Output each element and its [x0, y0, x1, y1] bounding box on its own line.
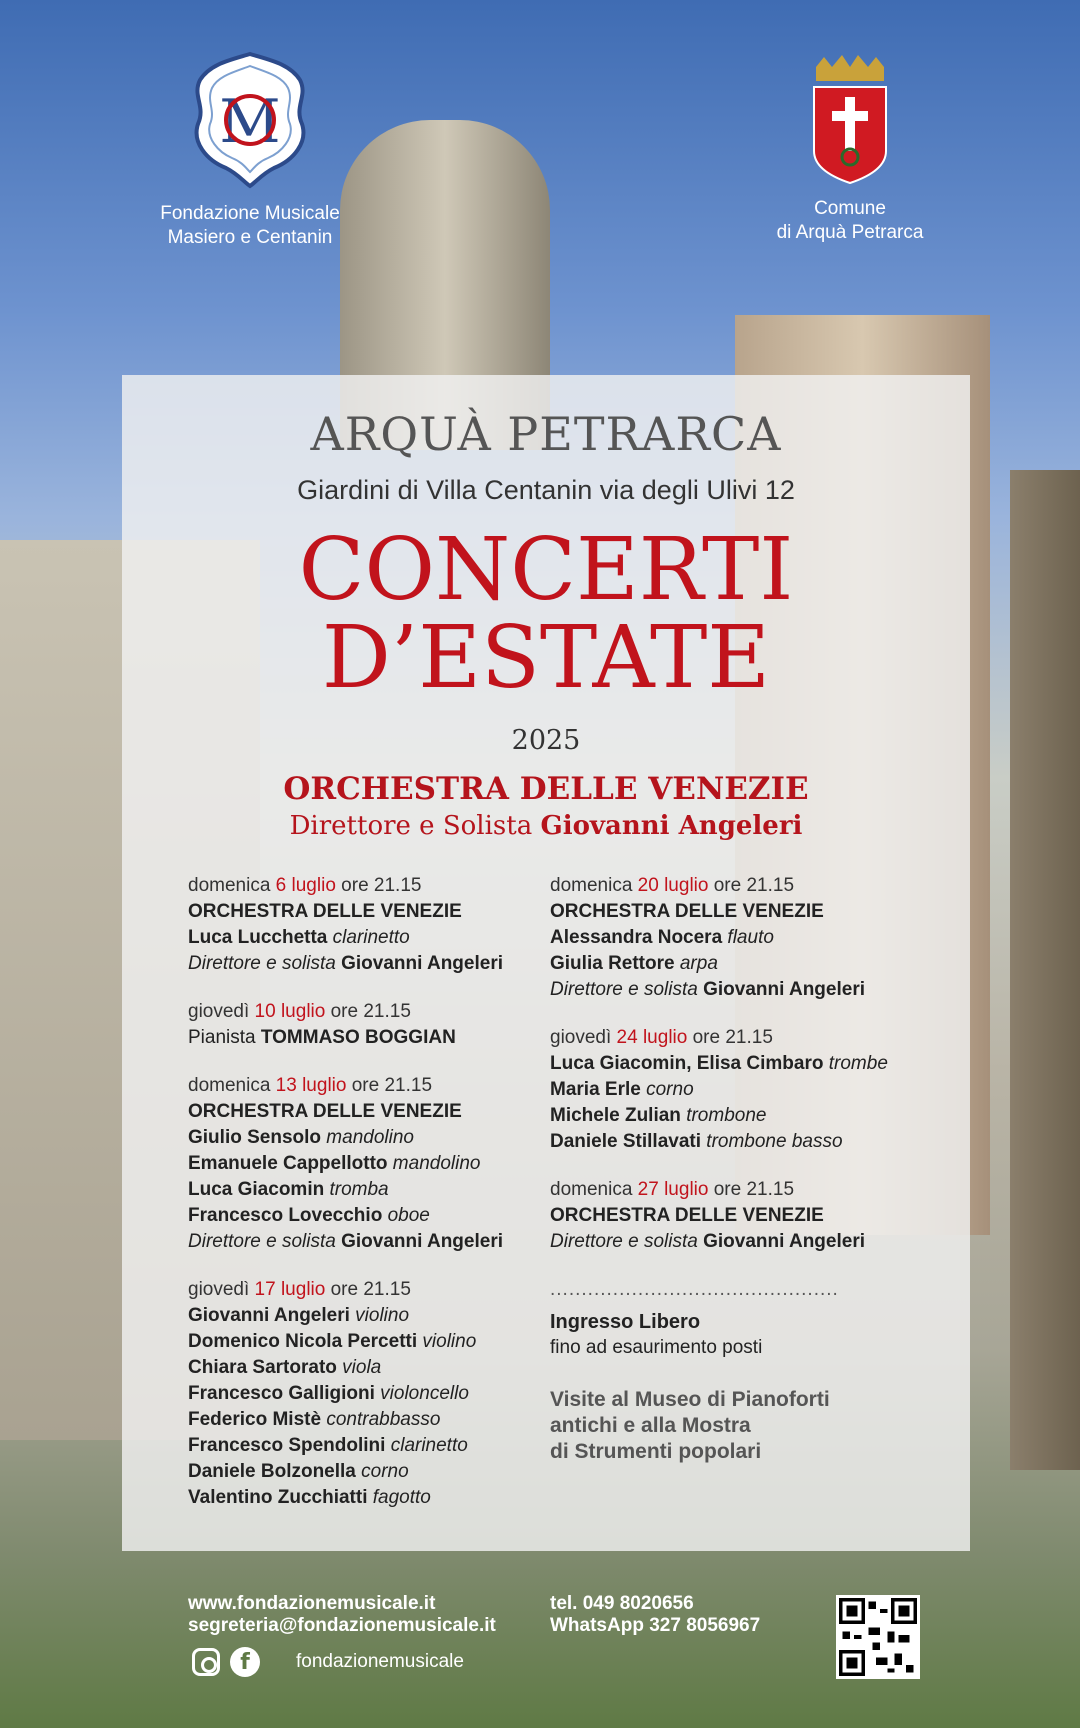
instrument-text: trombone basso: [701, 1131, 843, 1152]
event-time: ore 21.15: [687, 1027, 773, 1048]
performer-text: Giulio Sensolo: [188, 1127, 322, 1148]
footer: [0, 1585, 1080, 1728]
facebook-icon[interactable]: f: [230, 1647, 260, 1677]
instrument-text: oboe: [382, 1205, 430, 1226]
instrument-text: violoncello: [374, 1383, 469, 1404]
event-date: 17 luglio: [254, 1279, 326, 1300]
title-line1: CONCERTI: [298, 520, 794, 620]
instrument-text: contrabbasso: [321, 1409, 441, 1430]
performer-text: Luca Lucchetta: [188, 927, 328, 948]
event-entry: [188, 873, 578, 977]
title-line2: D’ESTATE: [321, 608, 771, 708]
performer-text: Luca Giacomin: [188, 1179, 325, 1200]
left-org-line1: Fondazione Musicale: [160, 203, 340, 224]
stone-wall-right: [1010, 470, 1080, 1470]
event-date: 13 luglio: [275, 1075, 347, 1096]
comune-logo[interactable]: [750, 55, 950, 245]
event-date: 24 luglio: [616, 1027, 688, 1048]
program-panel: [122, 375, 970, 1551]
event-entry: [188, 999, 578, 1051]
performer-text: Federico Mistè: [188, 1409, 322, 1430]
right-org-line2: di Arquà Petrarca: [776, 222, 924, 243]
event-day: domenica: [550, 1179, 638, 1200]
event-date-line: [188, 1073, 578, 1099]
visit-line: antichi e alla Mostra: [550, 1414, 751, 1437]
event-entry: [550, 1177, 950, 1255]
instrument-text: fagotto: [367, 1487, 431, 1508]
instrument-text: mandolino: [387, 1153, 481, 1174]
event-time: ore 21.15: [708, 875, 795, 896]
comune-coat-of-arms-icon: [810, 55, 890, 185]
event-date-line: [550, 1177, 950, 1203]
event-performer-line: [188, 1381, 578, 1407]
event-time: ore 21.15: [346, 1075, 433, 1096]
director-name: Giovanni Angeleri: [540, 811, 803, 841]
events-right-list: [550, 873, 950, 1255]
performer-text: Daniele Stillavati: [550, 1131, 702, 1152]
performer-text: Maria Erle: [550, 1079, 641, 1100]
event-performer-line: [188, 1203, 578, 1229]
event-performer-line: [188, 1329, 578, 1355]
event-date: 6 luglio: [275, 875, 336, 896]
event-performer-line: [550, 1077, 950, 1103]
performer-text: TOMMASO BOGGIAN: [260, 1027, 456, 1048]
entry-subtitle: fino ad esaurimento posti: [550, 1337, 763, 1358]
instagram-icon[interactable]: [192, 1648, 220, 1676]
performer-text: Alessandra Nocera: [550, 927, 723, 948]
event-time: ore 21.15: [325, 1279, 411, 1300]
event-performer-line: [550, 1051, 950, 1077]
phone-number[interactable]: tel. 049 8020656: [550, 1593, 694, 1614]
event-performer-line: [188, 1025, 578, 1051]
event-performer-line: [550, 899, 950, 925]
event-time: ore 21.15: [335, 875, 422, 896]
instrument-text: Direttore e solista: [188, 953, 336, 974]
event-date-line: [550, 1025, 950, 1051]
footer-phone-contacts: [550, 1593, 760, 1637]
event-entry: [188, 1073, 578, 1255]
whatsapp-number[interactable]: WhatsApp 327 8056967: [550, 1615, 761, 1636]
footer-web-contacts: [188, 1593, 496, 1637]
performer-text: Daniele Bolzonella: [188, 1461, 356, 1482]
instrument-text: trombone: [680, 1105, 767, 1126]
event-day: giovedì: [188, 1279, 255, 1300]
performer-text: Giovanni Angeleri: [697, 979, 866, 1000]
performer-text: ORCHESTRA DELLE VENEZIE: [550, 1205, 824, 1226]
performer-text: Giovanni Angeleri: [335, 953, 504, 974]
qr-code-graphic: [839, 1598, 917, 1676]
event-performer-line: [188, 1125, 578, 1151]
instrument-text: violino: [417, 1331, 477, 1352]
visit-line: di Strumenti popolari: [550, 1440, 762, 1463]
website-link[interactable]: www.fondazionemusicale.it: [188, 1593, 436, 1614]
event-day: domenica: [188, 1075, 276, 1096]
events-left-column: [188, 873, 578, 1533]
performer-text: ORCHESTRA DELLE VENEZIE: [550, 901, 824, 922]
left-org-name: [100, 202, 400, 250]
performer-text: Giovanni Angeleri: [335, 1231, 504, 1252]
event-date-line: [188, 873, 578, 899]
event-day: domenica: [550, 875, 638, 896]
event-performer-line: [550, 1129, 950, 1155]
event-performer-line: [550, 977, 950, 1003]
left-org-line2: Masiero e Centanin: [167, 227, 333, 248]
performer-text: Emanuele Cappellotto: [188, 1153, 388, 1174]
dotted-separator: ..............................................: [550, 1279, 839, 1300]
event-performer-line: [550, 951, 950, 977]
fondazione-crest-icon: [190, 50, 310, 190]
event-performer-line: [188, 899, 578, 925]
event-performer-line: [188, 951, 578, 977]
event-performer-line: [550, 1229, 950, 1255]
instrument-text: trombe: [823, 1053, 888, 1074]
event-date: 27 luglio: [637, 1179, 709, 1200]
social-handle[interactable]: fondazionemusicale: [296, 1651, 464, 1672]
right-org-name: [750, 197, 950, 245]
venue-address: Giardini di Villa Centanin via degli Ulivi 12: [297, 475, 795, 505]
performer-text: ORCHESTRA DELLE VENEZIE: [188, 1101, 462, 1122]
performer-text: Pianista: [188, 1027, 261, 1048]
performer-text: Giovanni Angeleri: [697, 1231, 866, 1252]
director-line: [122, 811, 970, 841]
event-day: domenica: [188, 875, 276, 896]
event-date: 10 luglio: [254, 1001, 326, 1022]
event-performer-line: [188, 1099, 578, 1125]
event-performer-line: [188, 1355, 578, 1381]
event-performer-line: [550, 925, 950, 951]
event-date-line: [188, 999, 578, 1025]
performer-text: Valentino Zucchiatti: [188, 1487, 368, 1508]
event-day: giovedì: [188, 1001, 255, 1022]
museum-visit-note: [550, 1387, 950, 1465]
instrument-text: flauto: [722, 927, 774, 948]
social-links: [192, 1647, 464, 1677]
performer-text: Michele Zulian: [550, 1105, 681, 1126]
event-performer-line: [188, 1485, 578, 1511]
instrument-text: corno: [640, 1079, 694, 1100]
visit-line: Visite al Museo di Pianoforti: [550, 1388, 830, 1411]
email-link[interactable]: segreteria@fondazionemusicale.it: [188, 1615, 496, 1636]
right-org-line1: Comune: [814, 198, 886, 219]
event-performer-line: [188, 925, 578, 951]
performer-text: Luca Giacomin, Elisa Cimbaro: [550, 1053, 824, 1074]
event-performer-line: [550, 1203, 950, 1229]
instrument-text: mandolino: [321, 1127, 414, 1148]
qr-code-icon[interactable]: [836, 1595, 920, 1679]
event-time: ore 21.15: [708, 1179, 795, 1200]
instrument-text: Direttore e solista: [550, 979, 698, 1000]
event-performer-line: [188, 1407, 578, 1433]
event-entry: [550, 1025, 950, 1155]
fondazione-logo[interactable]: [100, 50, 400, 250]
director-label: Direttore e Solista: [289, 811, 533, 841]
performer-text: Francesco Spendolini: [188, 1435, 386, 1456]
performer-text: Giulia Rettore: [550, 953, 675, 974]
year: 2025: [511, 725, 581, 756]
event-performer-line: [550, 1103, 950, 1129]
event-performer-line: [188, 1433, 578, 1459]
entry-notes: [550, 1277, 950, 1465]
event-date-line: [188, 1277, 578, 1303]
events-right-column: [550, 873, 950, 1465]
performer-text: ORCHESTRA DELLE VENEZIE: [188, 901, 462, 922]
event-entry: [188, 1277, 578, 1511]
performer-text: Chiara Sartorato: [188, 1357, 337, 1378]
instrument-text: violino: [349, 1305, 410, 1326]
performer-text: Domenico Nicola Percetti: [188, 1331, 418, 1352]
instrument-text: clarinetto: [385, 1435, 468, 1456]
city-heading: ARQUÀ PETRARCA: [310, 407, 782, 461]
instrument-text: clarinetto: [327, 927, 410, 948]
performer-text: Francesco Lovecchio: [188, 1205, 383, 1226]
event-date-line: [550, 873, 950, 899]
event-performer-line: [188, 1303, 578, 1329]
svg-text:M: M: [219, 87, 281, 157]
instrument-text: viola: [336, 1357, 382, 1378]
event-performer-line: [188, 1229, 578, 1255]
instrument-text: Direttore e solista: [188, 1231, 336, 1252]
instrument-text: Direttore e solista: [550, 1231, 698, 1252]
performer-text: Giovanni Angeleri: [188, 1305, 350, 1326]
event-performer-line: [188, 1151, 578, 1177]
entry-title: Ingresso Libero: [550, 1311, 701, 1333]
event-entry: [550, 873, 950, 1003]
event-performer-line: [188, 1177, 578, 1203]
event-performer-line: [188, 1459, 578, 1485]
event-day: giovedì: [550, 1027, 617, 1048]
event-time: ore 21.15: [325, 1001, 411, 1022]
orchestra-name: ORCHESTRA DELLE VENEZIE: [283, 771, 809, 807]
performer-text: Francesco Galligioni: [188, 1383, 375, 1404]
instrument-text: corno: [355, 1461, 409, 1482]
instrument-text: arpa: [674, 953, 718, 974]
event-date: 20 luglio: [637, 875, 709, 896]
instrument-text: tromba: [324, 1179, 389, 1200]
